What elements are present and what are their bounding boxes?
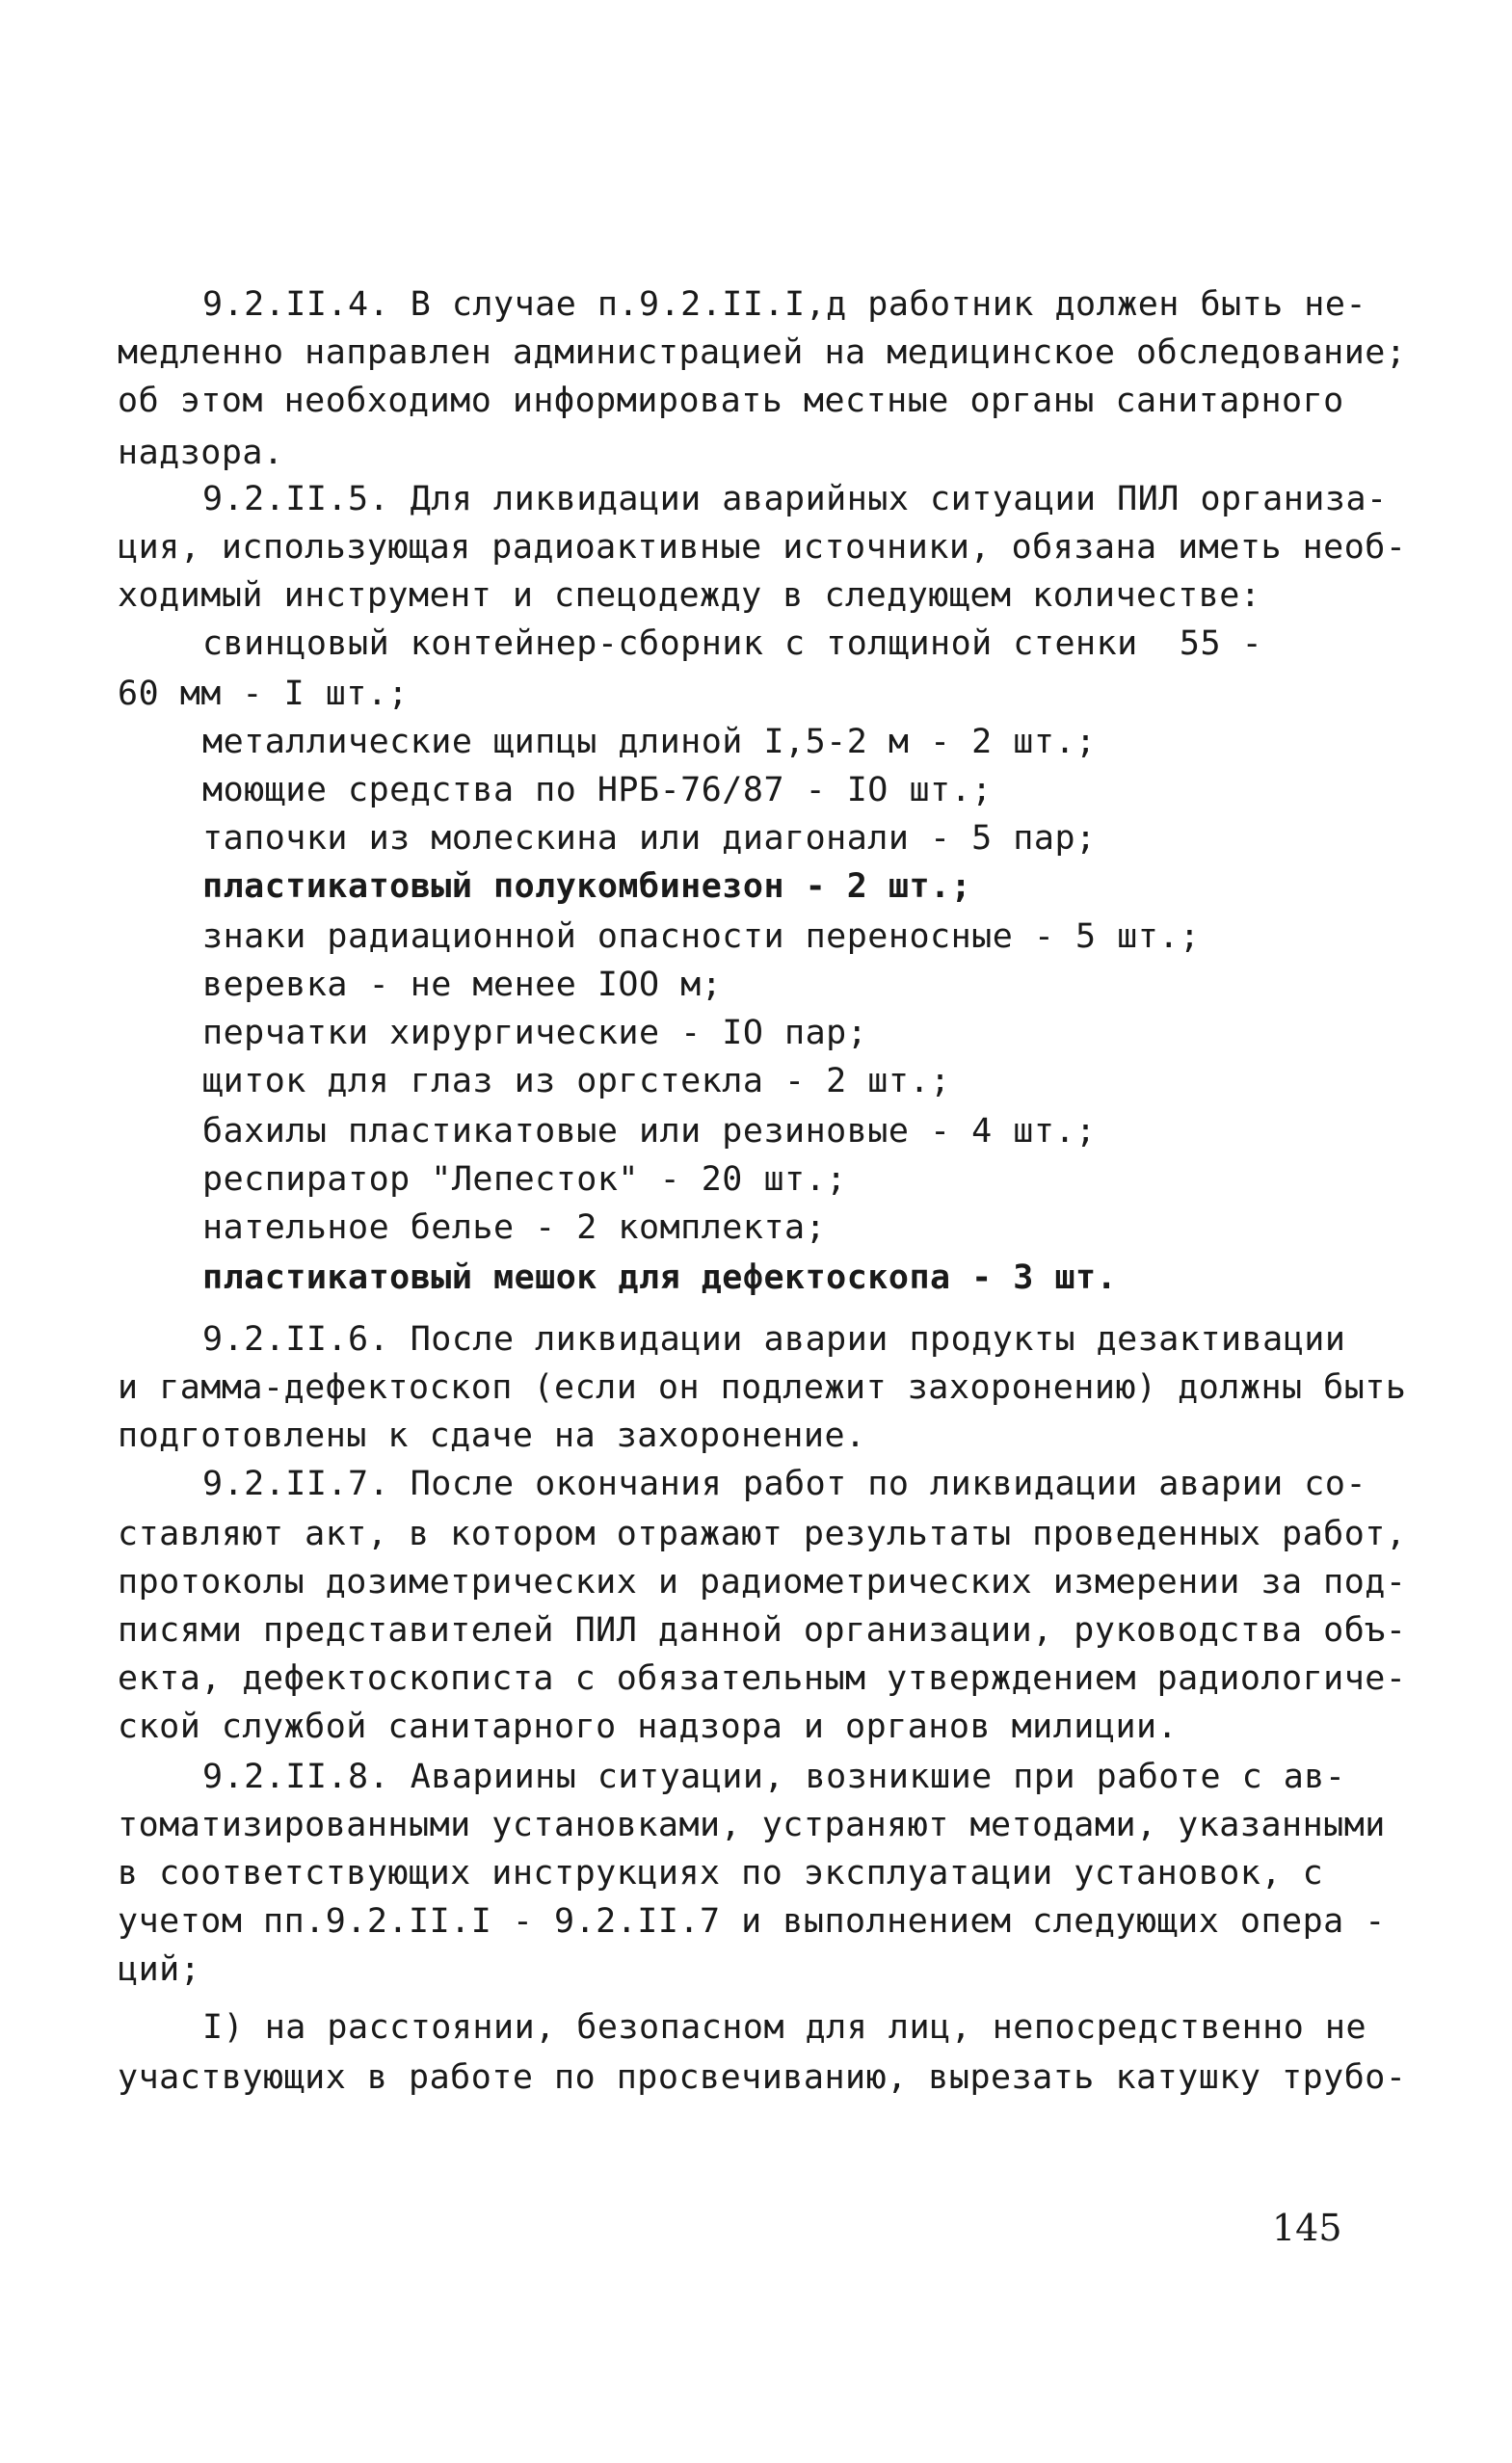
text-line: пластикатовый полукомбинезон - 2 шт.; bbox=[202, 867, 972, 906]
text-line: знаки радиационной опасности переносные - 5 шт.; bbox=[202, 917, 1201, 956]
text-line: щиток для глаз из оргстекла - 2 шт.; bbox=[202, 1062, 951, 1100]
text-line: 9.2.II.8. Авариины ситуации, возникшие при работе с ав- bbox=[202, 1758, 1346, 1796]
text-line: моющие средства по НРБ-76/87 - IO шт.; bbox=[202, 771, 993, 809]
text-line: ставляют акт, в котором отражают результаты проведенных работ, bbox=[118, 1515, 1407, 1553]
text-line: бахилы пластикатовые или резиновые - 4 шт.; bbox=[202, 1112, 1097, 1151]
text-line: томатизированными установками, устраняют методами, указанными bbox=[118, 1806, 1386, 1844]
text-line: учетом пп.9.2.II.I - 9.2.II.7 и выполнением следующих опера - bbox=[118, 1902, 1386, 1941]
text-line: металлические щипцы длиной I,5-2 м - 2 шт.; bbox=[202, 723, 1097, 761]
text-line: тапочки из молескина или диагонали - 5 пар; bbox=[202, 819, 1097, 858]
text-line: 9.2.II.5. Для ликвидации аварийных ситуации ПИЛ организа- bbox=[202, 480, 1388, 518]
text-line: ской службой санитарного надзора и органов милиции. bbox=[118, 1708, 1179, 1746]
text-line: 60 мм - I шт.; bbox=[118, 675, 410, 713]
text-line: веревка - не менее IOO м; bbox=[202, 966, 723, 1004]
text-line: ходимый инструмент и спецодежду в следующем количестве: bbox=[118, 576, 1261, 615]
text-line: респиратор "Лепесток" - 20 шт.; bbox=[202, 1160, 847, 1199]
text-line: в соответствующих инструкциях по эксплуатации установок, с bbox=[118, 1854, 1324, 1893]
text-line: протоколы дозиметрических и радиометрических измерении за под- bbox=[118, 1563, 1407, 1602]
text-line: 9.2.II.6. После ликвидации аварии продукты дезактивации bbox=[202, 1320, 1346, 1359]
text-line: подготовлены к сдаче на захоронение. bbox=[118, 1417, 866, 1455]
text-line: об этом необходимо информировать местные органы санитарного bbox=[118, 382, 1344, 420]
text-line: ций; bbox=[118, 1950, 201, 1989]
page-number: 145 bbox=[1272, 2207, 1342, 2249]
text-line: перчатки хирургические - IO пар; bbox=[202, 1014, 868, 1052]
text-line: и гамма-дефектоскоп (если он подлежит захоронению) должны быть bbox=[118, 1368, 1407, 1407]
text-line: 9.2.II.4. В случае п.9.2.II.I,д работник должен быть не- bbox=[202, 285, 1367, 324]
text-line: участвующих в работе по просвечиванию, вырезать катушку трубо- bbox=[118, 2058, 1407, 2097]
text-line: нательное белье - 2 комплекта; bbox=[202, 1208, 827, 1247]
text-line: писями представителей ПИЛ данной организации, руководства объ- bbox=[118, 1611, 1407, 1650]
text-line: надзора. bbox=[118, 434, 284, 472]
text-line: пластикатовый мешок для дефектоскопа - 3 шт. bbox=[202, 1258, 1118, 1297]
text-line: I) на расстоянии, безопасном для лиц, непосредственно не bbox=[202, 2008, 1367, 2047]
text-line: екта, дефектоскописта с обязательным утверждением радиологиче- bbox=[118, 1659, 1407, 1698]
text-line: свинцовый контейнер-сборник с толщиной стенки 55 - bbox=[202, 624, 1263, 663]
text-line: 9.2.II.7. После окончания работ по ликвидации аварии со- bbox=[202, 1465, 1367, 1503]
text-line: медленно направлен администрацией на медицинское обследование; bbox=[118, 333, 1407, 372]
text-line: ция, использующая радиоактивные источники, обязана иметь необ- bbox=[118, 528, 1407, 567]
